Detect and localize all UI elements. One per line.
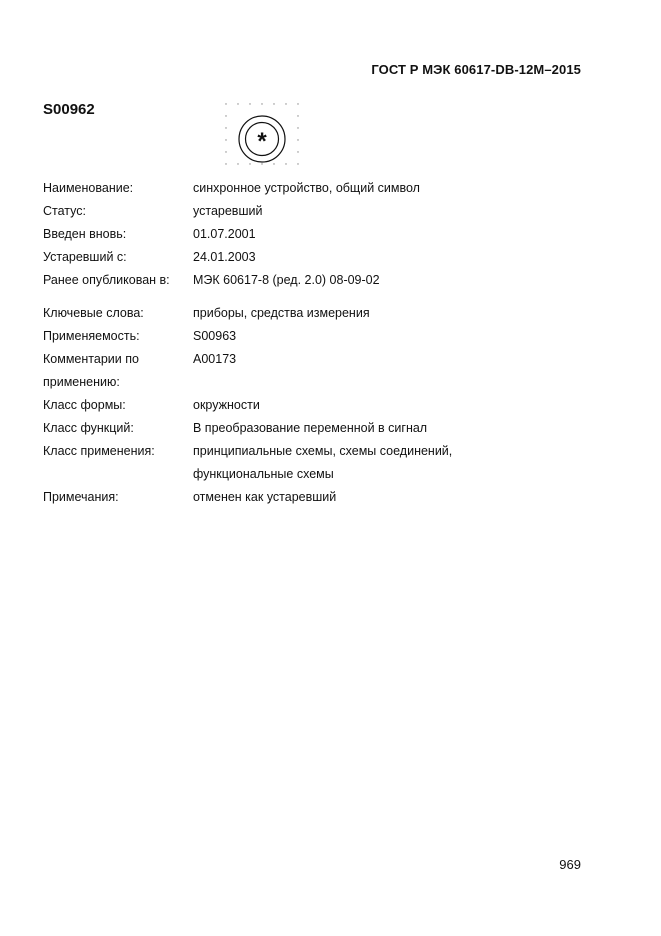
field-applicability-label: Применяемость: [43,329,140,343]
synchronous-device-icon [224,102,300,170]
field-shape-class-value: окружности [193,398,260,412]
field-status-value: устаревший [193,204,263,218]
field-application-class-value-line1: принципиальные схемы, схемы соединений, [193,444,453,458]
asterisk-glyph: * [257,128,267,155]
field-published-value: МЭК 60617-8 (ред. 2.0) 08-09-02 [193,273,380,287]
field-name-label: Наименование: [43,181,134,195]
field-comments-label-line1: Комментарии по [43,352,139,366]
field-comments-label-line2: применению: [43,375,120,389]
field-obsolete-since-label: Устаревший с: [43,250,127,264]
field-function-class-value: В преобразование переменной в сигнал [193,421,428,435]
field-keywords-value: приборы, средства измерения [193,306,370,320]
field-shape-class-label: Класс формы: [43,398,126,412]
field-published-label: Ранее опубликован в: [43,273,170,287]
field-keywords-label: Ключевые слова: [43,306,144,320]
field-status-label: Статус: [43,204,86,218]
page-number: 969 [559,857,581,872]
field-application-class-value-line2: функциональные схемы [193,467,334,481]
field-obsolete-since-value: 24.01.2003 [193,250,256,264]
field-applicability-value: S00963 [193,329,237,343]
document-standard-header: ГОСТ Р МЭК 60617-DB-12M–2015 [371,62,581,77]
field-notes-value: отменен как устаревший [193,490,337,504]
field-notes-label: Примечания: [43,490,119,504]
field-introduced-label: Введен вновь: [43,227,127,241]
field-function-class-label: Класс функций: [43,421,134,435]
field-application-class-label: Класс применения: [43,444,155,458]
field-comments-value: A00173 [193,352,237,366]
field-introduced-value: 01.07.2001 [193,227,256,241]
field-name-value: синхронное устройство, общий символ [193,181,420,195]
symbol-code: S00962 [43,101,95,118]
